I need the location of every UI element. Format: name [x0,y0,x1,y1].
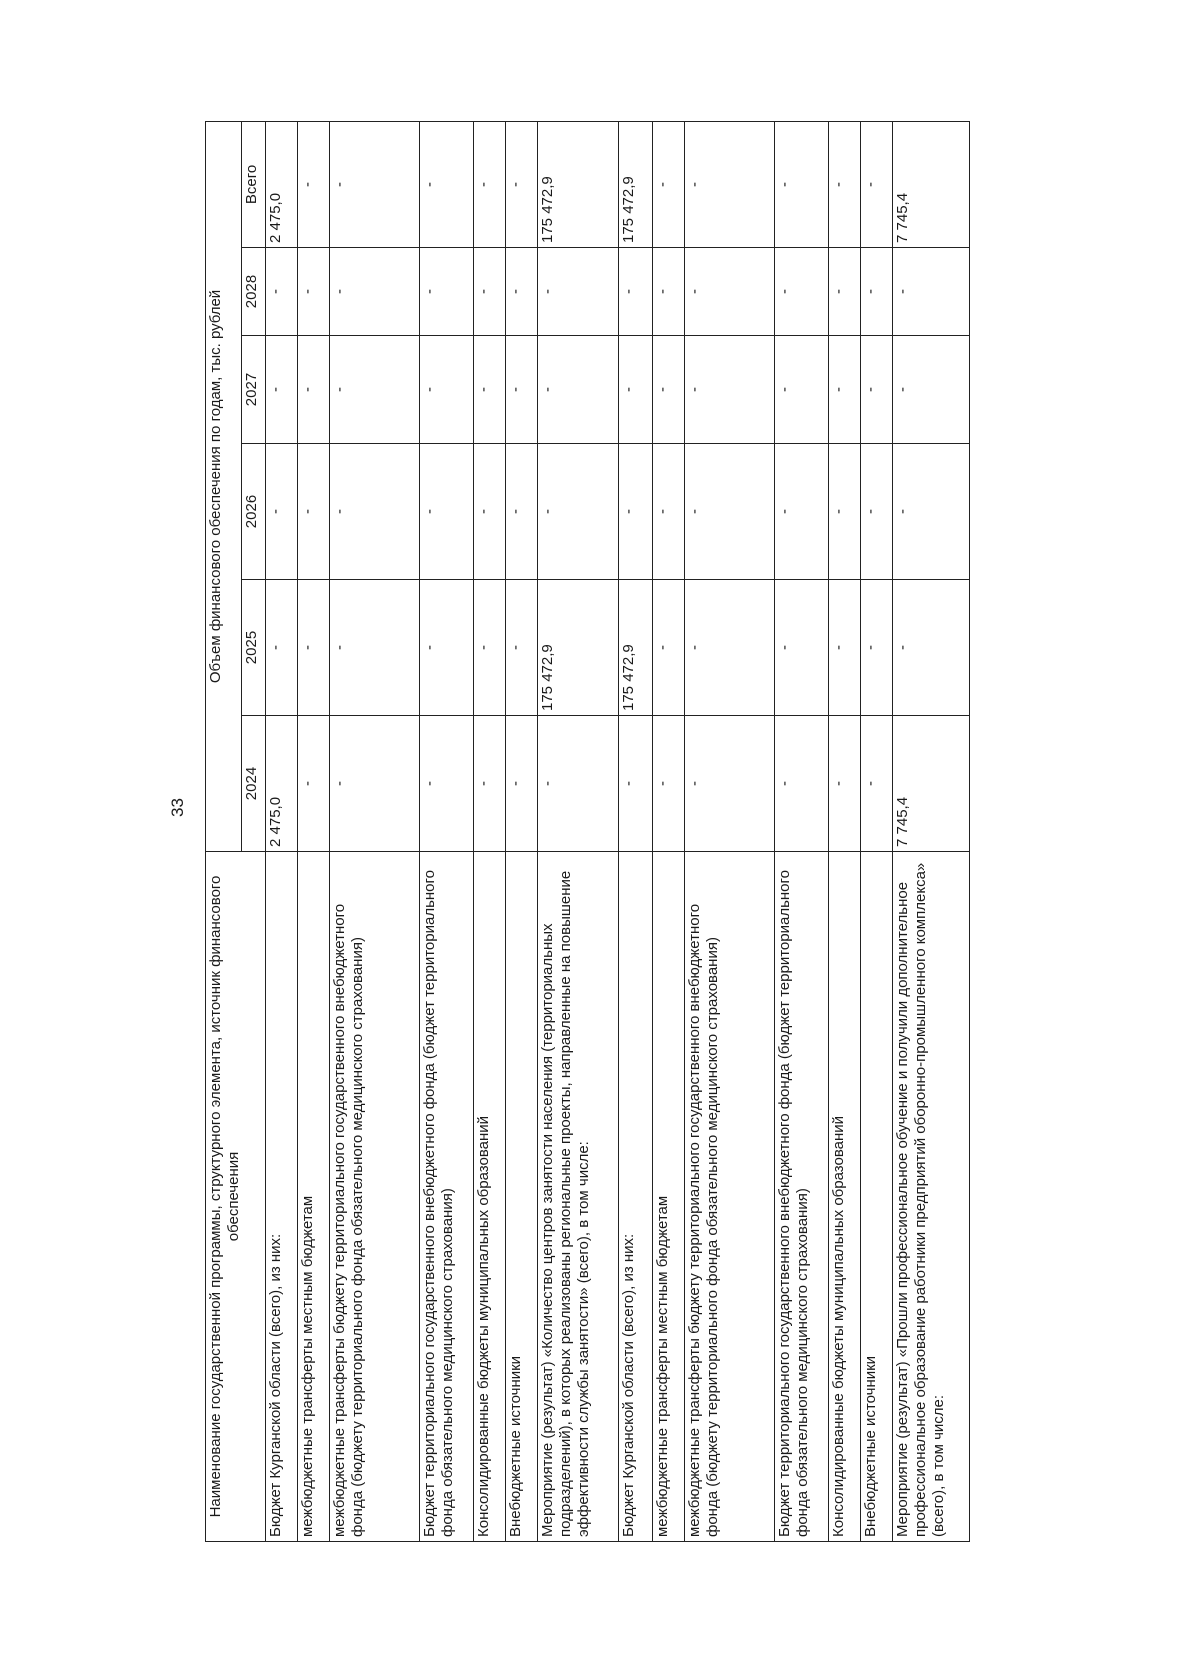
row-value: - [653,336,685,444]
table-row [505,121,537,1541]
row-value: 2 475,0 [266,716,298,852]
row-value: - [473,580,505,716]
row-value: - [298,121,330,247]
row-value: - [505,248,537,336]
row-value: - [420,580,473,716]
row-value: - [860,444,892,580]
table-row [653,121,685,1541]
row-value: - [685,248,775,336]
row-value: - [892,444,969,580]
row-value: - [775,121,828,247]
row-value: - [828,336,860,444]
row-value: 175 472,9 [537,580,618,716]
year-2027: 2027 [242,336,266,444]
row-value: - [266,248,298,336]
row-value: - [685,336,775,444]
table-row [892,121,969,1541]
row-value: - [653,444,685,580]
row-value: - [653,580,685,716]
row-value: - [860,336,892,444]
year-2024: 2024 [242,716,266,852]
row-value: 7 745,4 [892,716,969,852]
row-value: - [860,580,892,716]
row-value: - [775,248,828,336]
row-value: - [828,444,860,580]
row-value: - [330,336,420,444]
row-value: - [505,580,537,716]
row-value: - [828,580,860,716]
row-value: 7 745,4 [892,121,969,247]
row-value: - [298,444,330,580]
row-value: - [892,248,969,336]
row-value: 175 472,9 [537,121,618,247]
row-value: - [619,444,653,580]
table-row [860,121,892,1541]
row-value: - [266,336,298,444]
row-value: - [619,716,653,852]
row-value: - [330,121,420,247]
row-value: - [860,121,892,247]
row-value: - [505,121,537,247]
row-label: межбюджетные трансферты местным бюджетам [298,852,330,1542]
row-value: - [330,248,420,336]
row-label: межбюджетные трансферты бюджету территориального государственного внебюджетного фонда (бюджету территориального фонда обязательного медицинского страхования) [685,852,775,1542]
table-row [828,121,860,1541]
row-value: - [775,336,828,444]
row-value: - [685,444,775,580]
row-value: - [420,336,473,444]
header-group: Объем финансового обеспечения по годам, тыс. рублей [206,121,242,851]
row-value: - [775,580,828,716]
row-value: - [537,248,618,336]
row-value: - [653,716,685,852]
row-value: 175 472,9 [619,121,653,247]
row-value: - [473,444,505,580]
row-value: - [685,121,775,247]
table-row [473,121,505,1541]
row-value: - [420,121,473,247]
row-value: - [505,336,537,444]
row-label: Бюджет территориального государственного внебюджетного фонда (бюджет территориального фонда обязательного медицинского страхования) [420,852,473,1542]
row-value: - [537,444,618,580]
row-value: 2 475,0 [266,121,298,247]
row-label: Мероприятие (результат) «Прошли профессиональное обучение и получили дополнительное профессиональное образование работники предприятий оборонно-промышленного комплекса» (всего), в том числе: [892,852,969,1542]
row-value: - [505,716,537,852]
row-value: - [860,248,892,336]
row-value: - [420,716,473,852]
financing-table [205,121,970,1542]
header-name: Наименование государственной программы, структурного элемента, источник финансового обеспечения [206,852,266,1542]
row-value: - [775,444,828,580]
row-label: Консолидированные бюджеты муниципальных образований [473,852,505,1542]
row-value: 175 472,9 [619,580,653,716]
table-row [537,121,618,1541]
table-row [330,121,420,1541]
year-2028: 2028 [242,248,266,336]
row-label: Внебюджетные источники [860,852,892,1542]
page-number: 33 [168,798,187,817]
year-2025: 2025 [242,580,266,716]
row-value: - [298,716,330,852]
row-value: - [828,248,860,336]
row-label: Бюджет Курганской области (всего), из них: [266,852,298,1542]
row-value: - [653,121,685,247]
row-value: - [775,716,828,852]
row-value: - [420,248,473,336]
row-value: - [860,716,892,852]
rotated-table-sheet [205,122,970,1542]
table-row [266,121,298,1541]
row-value: - [537,716,618,852]
row-value: - [473,716,505,852]
row-value: - [298,336,330,444]
row-label: Консолидированные бюджеты муниципальных образований [828,852,860,1542]
row-label: Бюджет территориального государственного внебюджетного фонда (бюджет территориального фонда обязательного медицинского страхования) [775,852,828,1542]
table-row [298,121,330,1541]
row-label: Внебюджетные источники [505,852,537,1542]
row-label: межбюджетные трансферты бюджету территориального государственного внебюджетного фонда (бюджету территориального фонда обязательного медицинского страхования) [330,852,420,1542]
row-value: - [330,444,420,580]
row-value: - [537,336,618,444]
table-body [266,121,970,1541]
row-value: - [473,336,505,444]
table-row [420,121,473,1541]
row-value: - [685,716,775,852]
year-2026: 2026 [242,444,266,580]
row-value: - [828,121,860,247]
row-value: - [892,336,969,444]
table-row [619,121,653,1541]
row-value: - [298,248,330,336]
row-label: межбюджетные трансферты местным бюджетам [653,852,685,1542]
table-row [775,121,828,1541]
row-value: - [420,444,473,580]
row-value: - [653,248,685,336]
row-value: - [473,121,505,247]
row-value: - [619,248,653,336]
row-label: Мероприятие (результат) «Количество центров занятости населения (территориальных подразделений), в которых реализованы региональные проекты, направленные на повышение эффективности службы занятости» (всего), в том числе: [537,852,618,1542]
row-value: - [330,716,420,852]
row-value: - [298,580,330,716]
row-value: - [266,444,298,580]
row-value: - [685,580,775,716]
row-value: - [473,248,505,336]
table-row [685,121,775,1541]
row-value: - [330,580,420,716]
row-value: - [505,444,537,580]
row-label: Бюджет Курганской области (всего), из них: [619,852,653,1542]
row-value: - [892,580,969,716]
year-total: Всего [242,121,266,247]
row-value: - [828,716,860,852]
row-value: - [619,336,653,444]
row-value: - [266,580,298,716]
